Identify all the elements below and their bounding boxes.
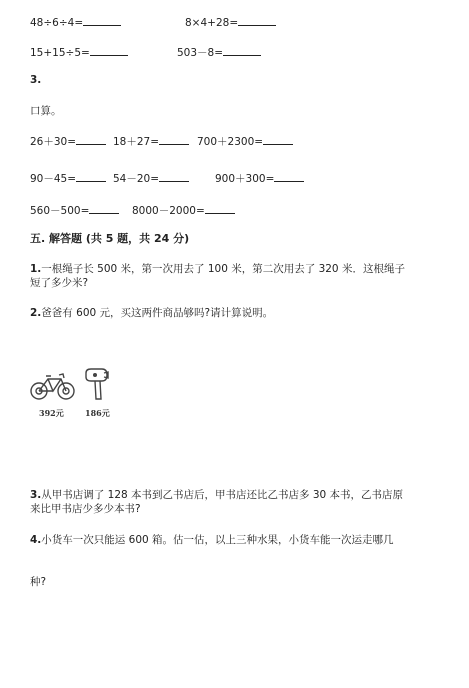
problem-3-line1: 3.从甲书店调了 128 本书到乙书店后，甲书店还比乙书店多 30 本书，乙书店原: [30, 489, 404, 501]
oral-eq: 8000－2000=: [132, 203, 235, 218]
hair-dryer-icon: [82, 368, 110, 402]
section-5-heading: 五. 解答题 (共 5 题，共 24 分): [30, 232, 190, 245]
problem-3-line2: 来比甲书店少多少本书?: [30, 503, 141, 515]
answer-blank[interactable]: [263, 134, 293, 145]
problem-2: 2.爸爸有 600 元，买这两件商品够吗?请计算说明。: [30, 307, 274, 319]
equation-503: 503－8=: [177, 45, 261, 60]
answer-blank[interactable]: [159, 171, 189, 182]
section-3-number: 3.: [30, 74, 42, 86]
equation-8x4: 8×4+28=: [185, 15, 276, 30]
dryer-price: 186元: [85, 408, 110, 418]
bicycle-price: 392元: [39, 408, 64, 418]
answer-blank[interactable]: [159, 134, 189, 145]
equation-15: 15+15÷5=: [30, 45, 128, 60]
oral-eq: 26＋30=: [30, 134, 106, 149]
equation-48: 48÷6÷4=: [30, 15, 121, 30]
section-3-title: 口算。: [30, 105, 62, 117]
answer-blank[interactable]: [238, 15, 276, 26]
answer-blank[interactable]: [90, 45, 128, 56]
answer-blank[interactable]: [223, 45, 261, 56]
problem-4-line1: 4.小货车一次只能运 600 箱。估一估，以上三种水果，小货车能一次运走哪几: [30, 534, 394, 546]
answer-blank[interactable]: [76, 171, 106, 182]
answer-blank[interactable]: [76, 134, 106, 145]
problem-1-line1: 1.一根绳子长 500 米，第一次用去了 100 米，第二次用去了 320 米．这根绳子: [30, 263, 405, 275]
answer-blank[interactable]: [274, 171, 304, 182]
oral-eq: 18＋27=: [113, 134, 189, 149]
oral-eq: 560－500=: [30, 203, 119, 218]
answer-blank[interactable]: [83, 15, 121, 26]
oral-eq: 700＋2300=: [197, 134, 293, 149]
problem-4-line2: 种?: [30, 576, 47, 588]
bicycle-icon: [30, 370, 75, 402]
oral-eq: 90－45=: [30, 171, 106, 186]
oral-eq: 900＋300=: [215, 171, 304, 186]
problem-1-line2: 短了多少米?: [30, 277, 89, 289]
answer-blank[interactable]: [89, 203, 119, 214]
answer-blank[interactable]: [205, 203, 235, 214]
oral-eq: 54－20=: [113, 171, 189, 186]
